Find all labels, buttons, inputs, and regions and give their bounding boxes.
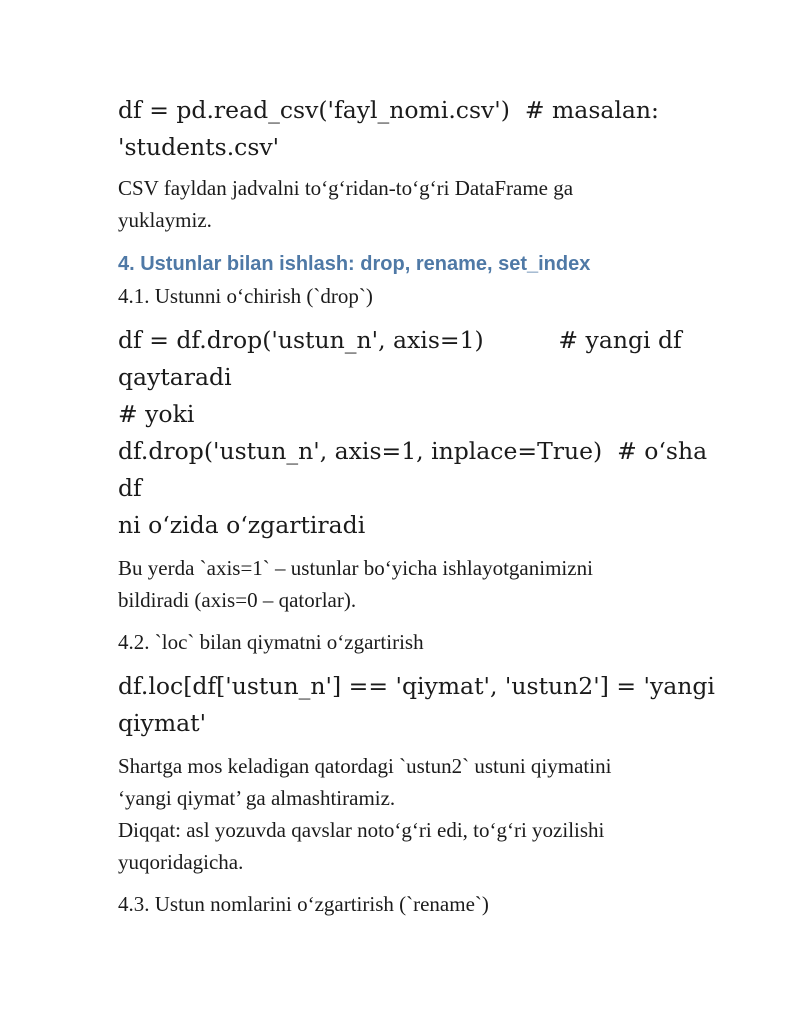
code-line: df.drop('ustun_n', axis=1, inplace=True) # o‘sha df	[118, 437, 715, 502]
text-line: ‘yangi qiymat’ ga almashtiramiz.	[118, 786, 396, 810]
text-line: yuklaymiz.	[118, 208, 212, 232]
subheading-4-3: 4.3. Ustun nomlarini o‘zgartirish (`rename`)	[118, 892, 489, 916]
code-line: qaytaradi	[118, 363, 232, 391]
text-line: Diqqat: asl yozuvda qavslar noto‘g‘ri edi, to‘g‘ri yozilishi	[118, 818, 605, 842]
text-line: CSV fayldan jadvalni to‘g‘ridan-to‘g‘ri DataFrame ga	[118, 176, 574, 200]
paragraph-loc	[118, 750, 718, 878]
document-page	[118, 92, 718, 920]
paragraph-axis	[118, 552, 718, 616]
code-line: df.loc[df['ustun_n'] == 'qiymat', 'ustun2'] = 'yangi	[118, 672, 715, 700]
code-line: df = df.drop('ustun_n', axis=1) # yangi df	[118, 326, 682, 354]
code-block-read-csv	[118, 92, 718, 166]
subheading-4-2: 4.2. `loc` bilan qiymatni o‘zgartirish	[118, 630, 424, 654]
code-block-drop	[118, 322, 718, 544]
code-line: ni o‘zida o‘zgartiradi	[118, 511, 366, 539]
subheading-4-1: 4.1. Ustunni o‘chirish (`drop`)	[118, 284, 373, 308]
code-line: # yoki	[118, 400, 195, 428]
paragraph-read-csv	[118, 172, 718, 236]
code-block-loc	[118, 668, 718, 742]
text-line: Bu yerda `axis=1` – ustunlar bo‘yicha ishlayotganimizni	[118, 556, 593, 580]
code-line: qiymat'	[118, 709, 207, 737]
text-line: Shartga mos keladigan qatordagi `ustun2` ustuni qiymatini	[118, 754, 612, 778]
code-line: df = pd.read_csv('fayl_nomi.csv') # masalan:	[118, 96, 659, 124]
text-line: yuqoridagicha.	[118, 850, 244, 874]
section-heading-4: 4. Ustunlar bilan ishlash: drop, rename, set_index	[118, 253, 591, 275]
text-line: bildiradi (axis=0 – qatorlar).	[118, 588, 357, 612]
code-line: 'students.csv'	[118, 133, 280, 161]
